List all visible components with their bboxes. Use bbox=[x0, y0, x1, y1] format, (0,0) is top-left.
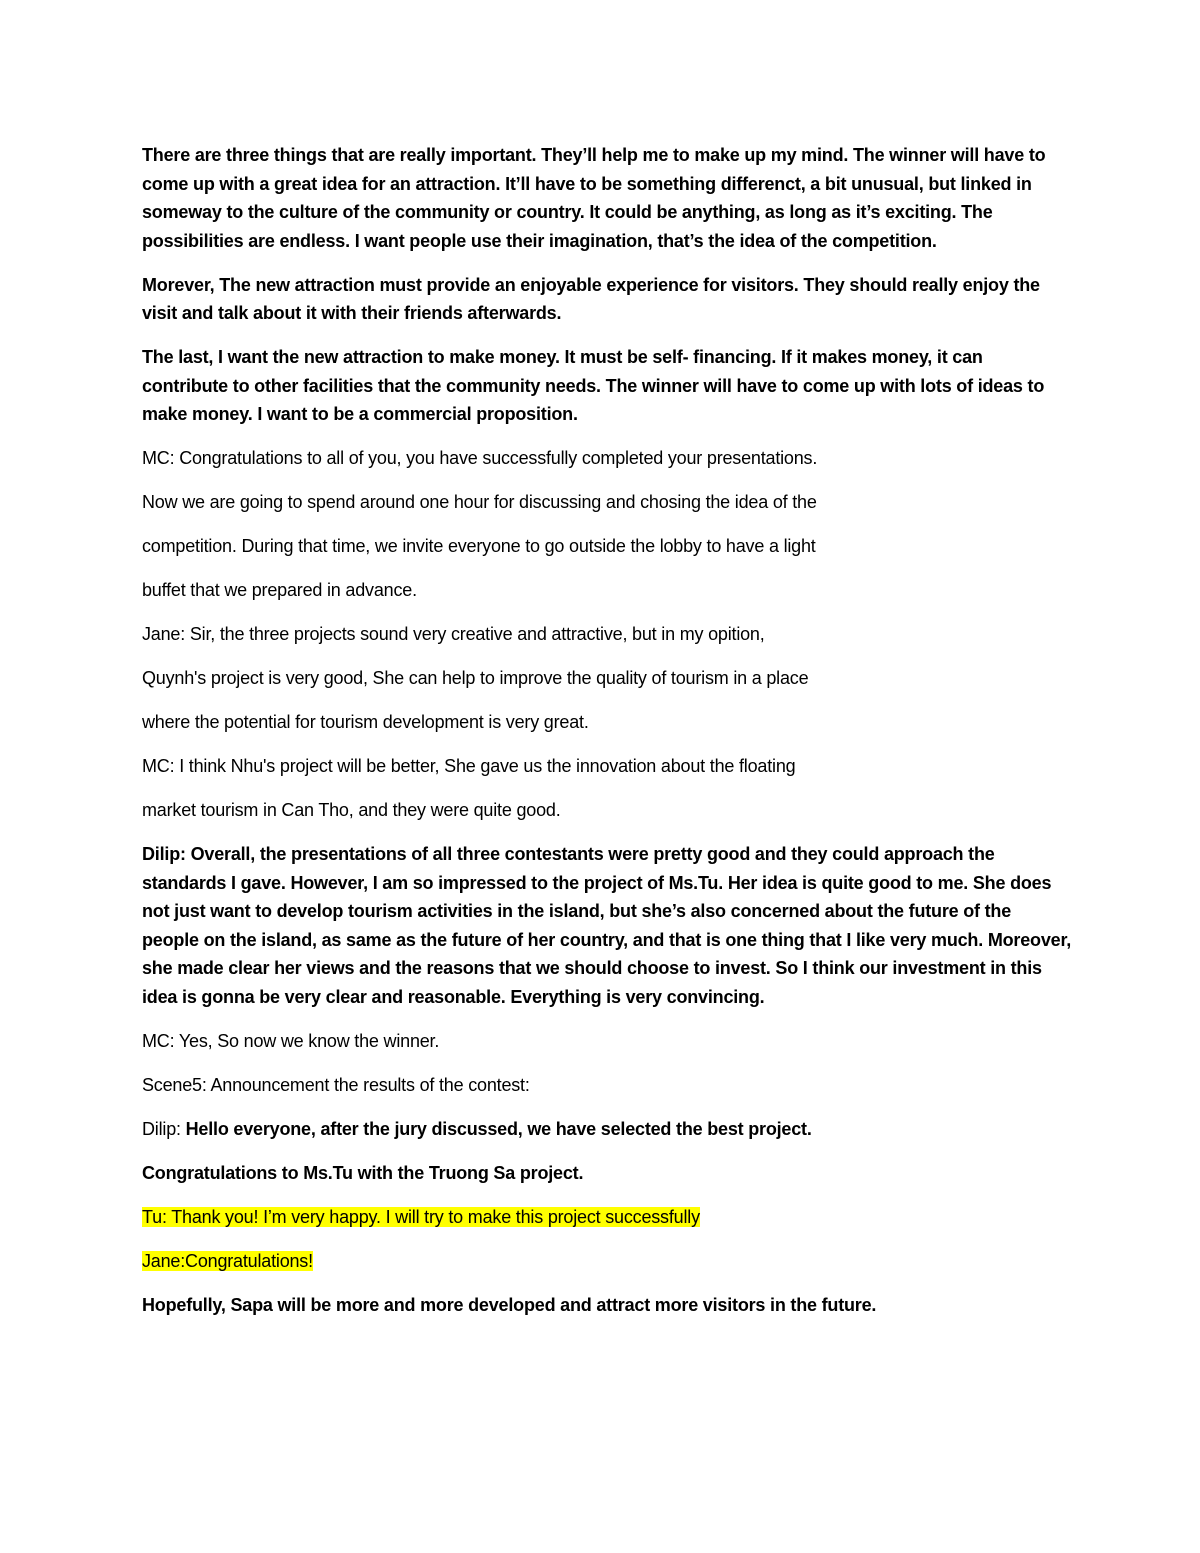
paragraph-jane-congratulations bbox=[142, 1247, 1072, 1276]
highlighted-text: Tu: Thank you! I’m very happy. I will try to make this project successfully bbox=[142, 1206, 700, 1227]
paragraph-dilip-announcement bbox=[142, 1115, 1072, 1144]
paragraph-closing: Hopefully, Sapa will be more and more developed and attract more visitors in the future. bbox=[142, 1294, 877, 1315]
paragraph-dilip-opinion: Dilip: Overall, the presentations of all three contestants were pretty good and they could approach the standards I gave. However, I am so impressed to the project of Ms.Tu. Her idea is quite good to me. She does not just want to develop tourism activities in the island, but she’s also concerned about the future of the people on the island, as same as the future of her country, and that is one thing that I like very much. Moreover, she made clear her views and the reasons that we should choose to invest. So I think our investment in this idea is gonna be very clear and reasonable. Everything is very convincing. bbox=[142, 844, 1072, 1007]
paragraph-mc-winner: MC: Yes, So now we know the winner. bbox=[142, 1030, 440, 1051]
paragraph-scene5-heading: Scene5: Announcement the results of the contest: bbox=[142, 1074, 530, 1095]
speaker-label: Dilip: bbox=[142, 1118, 186, 1139]
paragraph-mc-congratulations: MC: Congratulations to all of you, you have successfully completed your presentations. bbox=[142, 448, 818, 468]
paragraph-congratulations-tu: Congratulations to Ms.Tu with the Truong Sa project. bbox=[142, 1162, 584, 1183]
paragraph-jane-opinion-3: where the potential for tourism development is very great. bbox=[142, 712, 589, 732]
highlighted-text: Jane:Congratulations! bbox=[142, 1250, 313, 1271]
paragraph-mc-opinion-2: market tourism in Can Tho, and they were quite good. bbox=[142, 800, 561, 820]
document-page bbox=[142, 141, 1072, 1335]
paragraph-mc-discussion-3: buffet that we prepared in advance. bbox=[142, 580, 417, 600]
paragraph-criteria-intro: There are three things that are really important. They’ll help me to make up my mind. The winner will have to come up with a great idea for an attraction. It’ll have to be something differenct, a bit unusual, but linked in someway to the culture of the community or country. It could be anything, as long as it’s exciting. The possibilities are endless. I want people use their imagination, that’s the idea of the competition. bbox=[142, 145, 1046, 251]
paragraph-jane-opinion-1: Jane: Sir, the three projects sound very creative and attractive, but in my opition, bbox=[142, 624, 765, 644]
paragraph-criteria-enjoyable: Morever, The new attraction must provide an enjoyable experience for visitors. They should really enjoy the visit and talk about it with their friends afterwards. bbox=[142, 274, 1040, 323]
paragraph-mc-discussion-2: competition. During that time, we invite everyone to go outside the lobby to have a light bbox=[142, 536, 816, 556]
paragraph-criteria-money: The last, I want the new attraction to make money. It must be self- financing. If it makes money, it can contribute to other facilities that the community needs. The winner will have to come up with lots of ideas to make money. I want to be a commercial proposition. bbox=[142, 347, 1045, 424]
paragraph-jane-opinion-2: Quynh's project is very good, She can help to improve the quality of tourism in a place bbox=[142, 668, 809, 688]
paragraph-mc-opinion-1: MC: I think Nhu's project will be better, She gave us the innovation about the floating bbox=[142, 756, 796, 776]
paragraph-tu-reply bbox=[142, 1203, 1072, 1232]
paragraph-mc-discussion-1: Now we are going to spend around one hour for discussing and chosing the idea of the bbox=[142, 492, 817, 512]
announcement-text: Hello everyone, after the jury discussed, we have selected the best project. bbox=[185, 1118, 812, 1139]
